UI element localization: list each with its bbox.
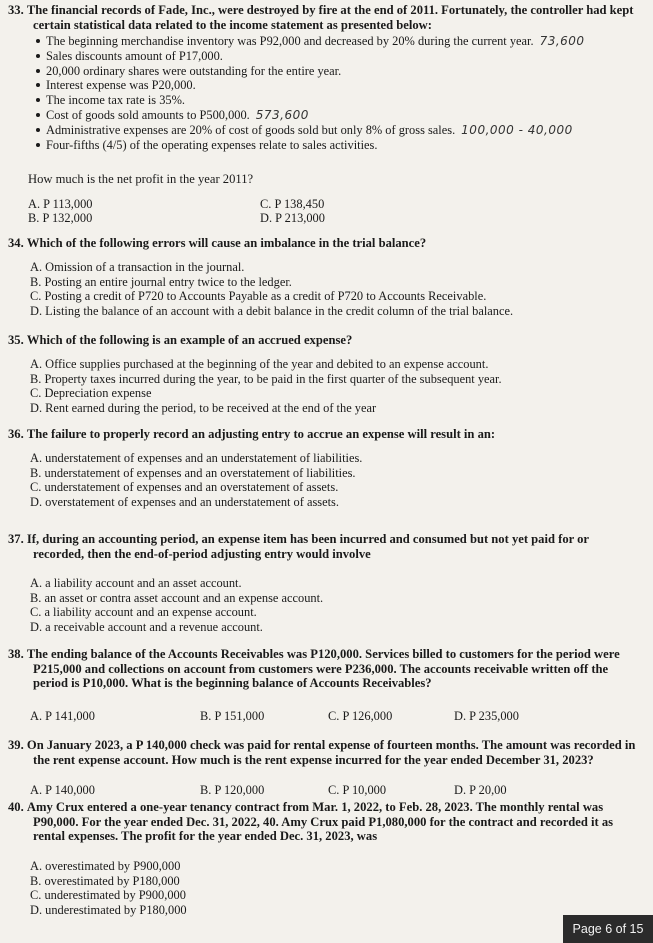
question-39 (0, 738, 653, 797)
options (28, 197, 628, 227)
option-b[interactable]: B. P 151,000 (200, 709, 265, 723)
option-a[interactable]: A. P 113,000 (28, 197, 93, 211)
statistics-list (0, 34, 653, 152)
option-c[interactable]: C. underestimated by P900,000 (30, 888, 186, 902)
question-number: 33. (8, 3, 24, 17)
option-a[interactable]: A. Omission of a transaction in the journal. (30, 260, 245, 274)
list-item: The income tax rate is 35%. (0, 93, 653, 108)
question-number: 39. (8, 738, 24, 752)
list-item: Administrative expenses are 20% of cost of goods sold but only 8% of gross sales. 100,000 - 40,000 (0, 123, 653, 138)
question-text: If, during an accounting period, an expense item has been incurred and consumed but not yet paid for or recorded, then the end-of-period adjusting entry would involve (26, 532, 589, 561)
options (30, 859, 630, 919)
question-text: Amy Crux entered a one-year tenancy contract from Mar. 1, 2022, to Feb. 28, 2023. The monthly rental was P90,000. For the year ended Dec. 31, 2022, 40. Amy Crux paid P1,080,000 for the contract and recorded it as rental expenses. The profit for the year ended Dec. 31, 2023, was (26, 800, 614, 843)
option-a[interactable]: A. a liability account and an asset account. (30, 576, 242, 590)
option-c[interactable]: C. P 126,000 (328, 709, 393, 723)
option-d[interactable]: D. underestimated by P180,000 (30, 902, 187, 917)
option-c[interactable]: C. understatement of expenses and an overstatement of assets. (30, 480, 339, 494)
option-d[interactable]: D. P 213,000 (260, 211, 325, 225)
question-number: 40. (8, 800, 24, 814)
options (30, 783, 630, 799)
list-item: Cost of goods sold amounts to P500,000. 573,600 (0, 108, 653, 123)
question-35 (0, 333, 653, 415)
question-number: 34. (8, 236, 24, 250)
question-text: The financial records of Fade, Inc., were destroyed by fire at the end of 2011. Fortunately, the controller had kept certain statistical data related to the income statement as presented below: (26, 3, 634, 32)
question-text: Which of the following errors will cause an imbalance in the trial balance? (26, 236, 427, 250)
options (30, 451, 630, 511)
question-33 (0, 3, 653, 225)
option-a[interactable]: A. understatement of expenses and an understatement of liabilities. (30, 451, 363, 465)
option-a[interactable]: A. P 141,000 (30, 709, 95, 723)
option-c[interactable]: C. P 10,000 (328, 783, 387, 797)
handwritten-note: 100,000 - 40,000 (461, 122, 573, 137)
list-item: The beginning merchandise inventory was P92,000 and decreased by 20% during the current year. 73,600 (0, 34, 653, 49)
option-d[interactable]: D. a receivable account and a revenue account. (30, 619, 263, 634)
question-number: 36. (8, 427, 24, 441)
list-item: Interest expense was P20,000. (0, 78, 653, 93)
option-a[interactable]: A. P 140,000 (30, 783, 95, 797)
question-number: 35. (8, 333, 24, 347)
option-d[interactable]: D. Listing the balance of an account with a debit balance in the credit column of the trial balance. (30, 303, 514, 318)
question-text: Which of the following is an example of an accrued expense? (26, 333, 353, 347)
options (30, 357, 630, 417)
question-34 (0, 236, 653, 318)
option-d[interactable]: D. overstatement of expenses and an understatement of assets. (30, 494, 339, 509)
option-b[interactable]: B. P 120,000 (200, 783, 265, 797)
question-text: The ending balance of the Accounts Receivables was P120,000. Services billed to customers for the period were P215,000 and collections on account from customers were P236,000. The accounts receivable written off the period is P10,000. What is the beginning balance of Accounts Receivables? (26, 647, 620, 690)
option-b[interactable]: B. an asset or contra asset account and an expense account. (30, 590, 324, 605)
question-number: 37. (8, 532, 24, 546)
option-a[interactable]: A. overestimated by P900,000 (30, 859, 181, 873)
options (30, 576, 630, 636)
question-number: 38. (8, 647, 24, 661)
question-prompt: How much is the net profit in the year 2011? (28, 172, 254, 186)
option-d[interactable]: D. P 235,000 (454, 709, 519, 723)
list-item: Four-fifths (4/5) of the operating expenses relate to sales activities. (0, 138, 653, 153)
option-b[interactable]: B. Property taxes incurred during the year, to be paid in the first quarter of the subsequent year. (30, 371, 502, 386)
option-d[interactable]: D. P 20,00 (454, 783, 507, 797)
question-38 (0, 647, 653, 723)
options (30, 709, 630, 725)
question-text: On January 2023, a P 140,000 check was paid for rental expense of fourteen months. The amount was recorded in the rent expense account. How much is the rent expense incurred for the year ended December 31, 2023? (26, 738, 636, 767)
list-item: Sales discounts amount of P17,000. (0, 49, 653, 64)
option-c[interactable]: C. Posting a credit of P720 to Accounts Payable as a credit of P720 to Accounts Receivable. (30, 289, 487, 303)
option-c[interactable]: C. Depreciation expense (30, 386, 152, 400)
list-item: 20,000 ordinary shares were outstanding for the entire year. (0, 64, 653, 79)
option-b[interactable]: B. understatement of expenses and an overstatement of liabilities. (30, 465, 356, 480)
handwritten-note: 73,600 (539, 34, 585, 48)
option-c[interactable]: C. a liability account and an expense account. (30, 605, 257, 619)
option-b[interactable]: B. overestimated by P180,000 (30, 873, 180, 888)
question-37 (0, 532, 653, 634)
page-number-badge: Page 6 of 15 (563, 915, 653, 943)
options (30, 260, 630, 320)
option-a[interactable]: A. Office supplies purchased at the beginning of the year and debited to an expense account. (30, 357, 489, 371)
option-b[interactable]: B. P 132,000 (28, 211, 93, 225)
option-b[interactable]: B. Posting an entire journal entry twice to the ledger. (30, 274, 292, 289)
option-d[interactable]: D. Rent earned during the period, to be received at the end of the year (30, 400, 377, 415)
question-40 (0, 800, 653, 917)
question-36 (0, 427, 653, 509)
handwritten-note: 573,600 (255, 107, 309, 122)
question-text: The failure to properly record an adjusting entry to accrue an expense will result in an: (26, 427, 496, 441)
option-c[interactable]: C. P 138,450 (260, 197, 325, 211)
